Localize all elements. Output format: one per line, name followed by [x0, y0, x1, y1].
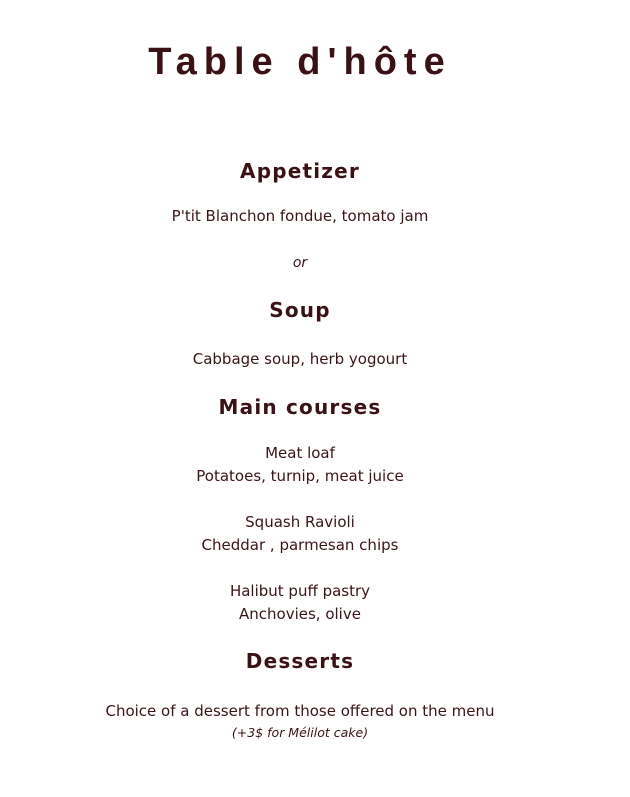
- dish-name: Halibut puff pastry: [229, 582, 371, 600]
- dish-name: Squash Ravioli: [245, 513, 355, 531]
- section-heading-main-courses: Main courses: [218, 395, 382, 419]
- dish-sides: Potatoes, turnip, meat juice: [196, 467, 404, 485]
- menu-title: Table d'hôte: [148, 41, 452, 83]
- dish-sides: Anchovies, olive: [239, 605, 361, 623]
- appetizer-item: P'tit Blanchon fondue, tomato jam: [171, 207, 429, 225]
- main-course-dish: [0, 580, 600, 626]
- section-heading-appetizer: Appetizer: [240, 159, 360, 183]
- dish-name: Meat loaf: [265, 444, 335, 462]
- or-separator: or: [292, 255, 308, 271]
- main-course-dish: [0, 442, 600, 488]
- main-course-dish: [0, 511, 600, 557]
- dish-sides: Cheddar , parmesan chips: [201, 536, 399, 554]
- section-heading-desserts: Desserts: [245, 649, 355, 673]
- dessert-note: (+3$ for Mélilot cake): [231, 725, 369, 740]
- soup-item: Cabbage soup, herb yogourt: [192, 350, 408, 368]
- section-heading-soup: Soup: [269, 298, 331, 322]
- dessert-item: Choice of a dessert from those offered on the menu: [105, 702, 495, 720]
